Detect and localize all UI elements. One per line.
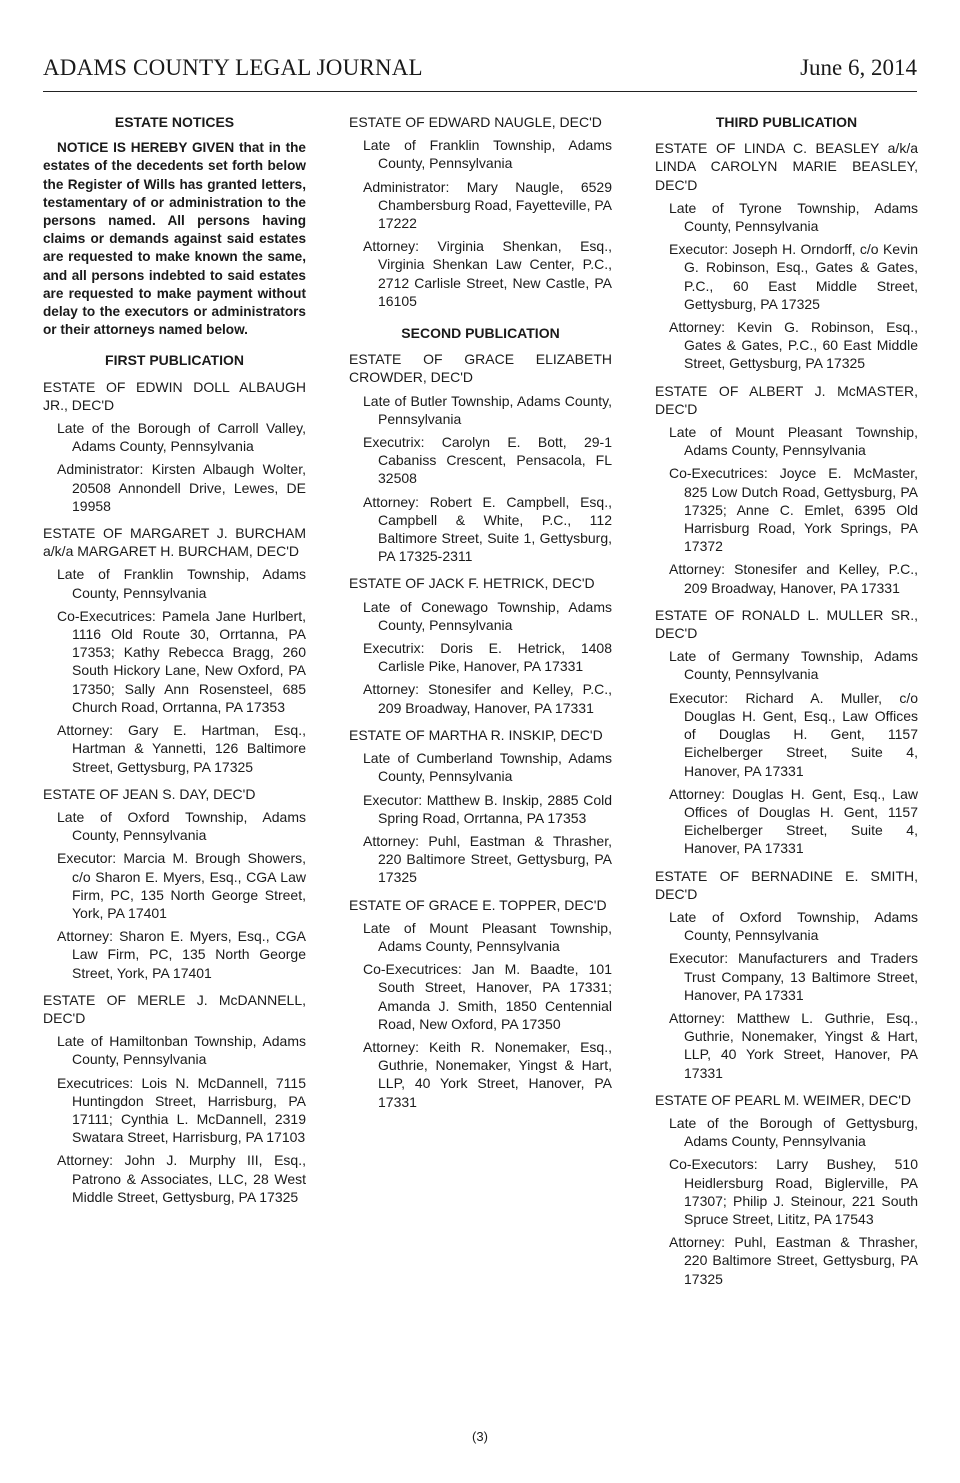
estate-detail: Co-Executrices: Joyce E. McMaster, 825 Low Dutch Road, Gettysburg, PA 17325; Anne C. Emlet, 6395 Old Harrisburg Road, York Springs, PA 17372 bbox=[669, 465, 918, 555]
estate-title: ESTATE OF GRACE E. TOPPER, DEC'D bbox=[349, 896, 607, 913]
estate-detail: Co-Executors: Larry Bushey, 510 Heidlersburg Road, Biglerville, PA 17307; Philip J. Steinour, 221 South Spruce Street, Lititz, PA 17543 bbox=[669, 1156, 918, 1227]
estate-detail: Executor: Marcia M. Brough Showers, c/o Sharon E. Myers, Esq., CGA Law Firm, PC, 135 North George Street, York, PA 17401 bbox=[57, 850, 306, 921]
estate-detail: Attorney: Douglas H. Gent, Esq., Law Offices of Douglas H. Gent, 1157 Eichelberger Street, Suite 4, Hanover, PA 17331 bbox=[669, 785, 918, 857]
estate-entry bbox=[655, 382, 918, 597]
estate-title: ESTATE OF JEAN S. DAY, DEC'D bbox=[43, 785, 256, 802]
estate-detail: Attorney: Puhl, Eastman & Thrasher, 220 Baltimore Street, Gettysburg, PA 17325 bbox=[669, 1234, 918, 1287]
estate-detail: Late of Franklin Township, Adams County, Pennsylvania bbox=[57, 566, 306, 601]
estate-list-first bbox=[43, 378, 306, 1206]
estate-detail: Late of the Borough of Carroll Valley, Adams County, Pennsylvania bbox=[57, 420, 306, 455]
estate-detail: Administrator: Mary Naugle, 6529 Chambersburg Road, Fayetteville, PA 17222 bbox=[363, 178, 612, 232]
estate-entry bbox=[349, 350, 612, 565]
estate-list-second bbox=[349, 350, 612, 1111]
estate-entry bbox=[43, 991, 306, 1206]
estate-entry bbox=[43, 524, 306, 776]
estate-detail: Attorney: Gary E. Hartman, Esq., Hartman & Yannetti, 126 Baltimore Street, Gettysburg, PA 17325 bbox=[57, 722, 306, 775]
issue-date: June 6, 2014 bbox=[800, 55, 917, 80]
estate-entry bbox=[43, 378, 306, 515]
estate-detail: Attorney: Keith R. Nonemaker, Esq., Guthrie, Nonemaker, Yingst & Hart, LLP, 40 York Street, Hanover, PA 17331 bbox=[363, 1038, 612, 1110]
estate-detail: Late of Conewago Township, Adams County, Pennsylvania bbox=[363, 598, 612, 633]
estate-detail: Late of Tyrone Township, Adams County, Pennsylvania bbox=[669, 199, 918, 235]
estate-title: ESTATE OF ALBERT J. McMASTER, DEC'D bbox=[655, 382, 918, 417]
estate-detail: Late of Oxford Township, Adams County, Pennsylvania bbox=[57, 808, 306, 844]
estate-detail: Attorney: Stonesifer and Kelley, P.C., 209 Broadway, Hanover, PA 17331 bbox=[363, 681, 612, 716]
estate-title: ESTATE OF MARTHA R. INSKIP, DEC'D bbox=[349, 726, 603, 743]
notice-intro: NOTICE IS HEREBY GIVEN that in the estates of the decedents set forth below the Register of Wills has granted letters, testamentary of or administration to the persons named. All persons having claims or demands against said estates are requested to make known the same, and all persons indebted to said estates are requested to make payment without delay to the executors or administrators or their attorneys named below. bbox=[43, 140, 306, 338]
estate-entry bbox=[349, 113, 612, 310]
estate-title: ESTATE OF EDWARD NAUGLE, DEC'D bbox=[349, 114, 602, 130]
estate-detail: Late of Franklin Township, Adams County, Pennsylvania bbox=[363, 137, 612, 172]
section-heading-second-publication: SECOND PUBLICATION bbox=[401, 325, 560, 342]
estate-entry bbox=[655, 606, 918, 858]
column-3 bbox=[655, 113, 918, 1297]
estate-detail: Co-Executrices: Jan M. Baadte, 101 South Street, Hanover, PA 17331; Amanda J. Smith, 1850 Centennial Road, New Oxford, PA 17350 bbox=[363, 961, 612, 1032]
estate-list-third bbox=[655, 139, 918, 1288]
estate-detail: Attorney: Virginia Shenkan, Esq., Virginia Shenkan Law Center, P.C., 2712 Carlisle Street, New Castle, PA 16105 bbox=[363, 238, 612, 309]
page-number: (3) bbox=[472, 1429, 488, 1444]
journal-title: ADAMS COUNTY LEGAL JOURNAL bbox=[43, 55, 423, 80]
estate-entry bbox=[655, 1091, 918, 1288]
estate-list-first-continued bbox=[349, 113, 612, 310]
estate-detail: Attorney: Stonesifer and Kelley, P.C., 209 Broadway, Hanover, PA 17331 bbox=[669, 561, 918, 596]
estate-entry bbox=[43, 785, 306, 982]
estate-detail: Attorney: Kevin G. Robinson, Esq., Gates & Gates, P.C., 60 East Middle Street, Gettysburg, PA 17325 bbox=[669, 319, 918, 372]
estate-detail: Late of Cumberland Township, Adams County, Pennsylvania bbox=[363, 750, 612, 785]
estate-detail: Executrices: Lois N. McDannell, 7115 Huntingdon Street, Harrisburg, PA 17111; Cynthia L. McDannell, 2319 Swatara Street, Harrisburg, PA 17103 bbox=[57, 1074, 306, 1146]
section-heading-first-publication: FIRST PUBLICATION bbox=[105, 352, 244, 369]
estate-detail: Attorney: Matthew L. Guthrie, Esq., Guthrie, Nonemaker, Yingst & Hart, LLP, 40 York Street, Hanover, PA 17331 bbox=[669, 1009, 918, 1081]
estate-detail: Late of Germany Township, Adams County, Pennsylvania bbox=[669, 648, 918, 683]
estate-detail: Executrix: Carolyn E. Bott, 29-1 Cabaniss Crescent, Pensacola, FL 32508 bbox=[363, 434, 612, 487]
estate-detail: Late of Mount Pleasant Township, Adams County, Pennsylvania bbox=[363, 919, 612, 954]
estate-detail: Attorney: Sharon E. Myers, Esq., CGA Law Firm, PC, 135 North George Street, York, PA 17401 bbox=[57, 928, 306, 981]
estate-detail: Executor: Manufacturers and Traders Trust Company, 13 Baltimore Street, Hanover, PA 17331 bbox=[669, 950, 918, 1003]
estate-entry bbox=[349, 574, 612, 716]
estate-entry bbox=[655, 867, 918, 1082]
estate-detail: Administrator: Kirsten Albaugh Wolter, 20508 Annondell Drive, Lewes, DE 19958 bbox=[57, 461, 306, 514]
estate-title: ESTATE OF GRACE ELIZABETH CROWDER, DEC'D bbox=[349, 351, 612, 386]
estate-title: ESTATE OF MERLE J. McDANNELL, DEC'D bbox=[43, 991, 306, 1026]
estate-title: ESTATE OF MARGARET J. BURCHAM a/k/a MARGARET H. BURCHAM, DEC'D bbox=[43, 525, 306, 560]
journal-header bbox=[43, 55, 917, 92]
section-heading-third-publication: THIRD PUBLICATION bbox=[715, 114, 858, 130]
estate-detail: Executrix: Doris E. Hetrick, 1408 Carlisle Pike, Hanover, PA 17331 bbox=[363, 640, 612, 675]
estate-detail: Executor: Joseph H. Orndorff, c/o Kevin G. Robinson, Esq., Gates & Gates, P.C., 60 East Middle Street, Gettysburg, PA 17325 bbox=[669, 241, 918, 312]
estate-title: ESTATE OF RONALD L. MULLER SR., DEC'D bbox=[655, 606, 918, 642]
estate-detail: Attorney: John J. Murphy III, Esq., Patrono & Associates, LLC, 28 West Middle Street, Gettysburg, PA 17325 bbox=[57, 1152, 306, 1205]
estate-detail: Late of Oxford Township, Adams County, Pennsylvania bbox=[669, 908, 918, 944]
estate-entry bbox=[349, 726, 612, 887]
estate-detail: Late of Mount Pleasant Township, Adams County, Pennsylvania bbox=[669, 424, 918, 459]
column-1 bbox=[43, 113, 306, 1215]
estate-title: ESTATE OF JACK F. HETRICK, DEC'D bbox=[349, 575, 595, 592]
estate-entry bbox=[655, 139, 918, 372]
estate-title: ESTATE OF EDWIN DOLL ALBAUGH JR., DEC'D bbox=[43, 378, 306, 413]
section-heading-estate-notices: ESTATE NOTICES bbox=[114, 114, 235, 130]
estate-detail: Executor: Matthew B. Inskip, 2885 Cold Spring Road, Orrtanna, PA 17353 bbox=[363, 791, 612, 826]
estate-detail: Late of the Borough of Gettysburg, Adams County, Pennsylvania bbox=[669, 1114, 918, 1150]
estate-entry bbox=[349, 896, 612, 1111]
column-2 bbox=[349, 113, 612, 1120]
estate-detail: Co-Executrices: Pamela Jane Hurlbert, 1116 Old Route 30, Orrtanna, PA 17353; Kathy Rebecca Bragg, 260 South Hickory Lane, New Oxford, PA 17350; Sally Ann Rosensteel, 685 Church Road, Orrtanna, PA 17353 bbox=[57, 607, 306, 715]
estate-detail: Attorney: Puhl, Eastman & Thrasher, 220 Baltimore Street, Gettysburg, PA 17325 bbox=[363, 832, 612, 886]
estate-title: ESTATE OF PEARL M. WEIMER, DEC'D bbox=[655, 1091, 911, 1108]
estate-detail: Late of Butler Township, Adams County, Pennsylvania bbox=[363, 392, 612, 427]
estate-detail: Executor: Richard A. Muller, c/o Douglas H. Gent, Esq., Law Offices of Douglas H. Gent, 1157 Eichelberger Street, Suite 4, Hanover, PA 17331 bbox=[669, 689, 918, 779]
estate-detail: Late of Hamiltonban Township, Adams County, Pennsylvania bbox=[57, 1033, 306, 1068]
estate-title: ESTATE OF BERNADINE E. SMITH, DEC'D bbox=[655, 867, 918, 902]
estate-title: ESTATE OF LINDA C. BEASLEY a/k/a LINDA CAROLYN MARIE BEASLEY, DEC'D bbox=[655, 140, 918, 193]
estate-detail: Attorney: Robert E. Campbell, Esq., Campbell & White, P.C., 112 Baltimore Street, Suite 1, Gettysburg, PA 17325-2311 bbox=[363, 493, 612, 565]
